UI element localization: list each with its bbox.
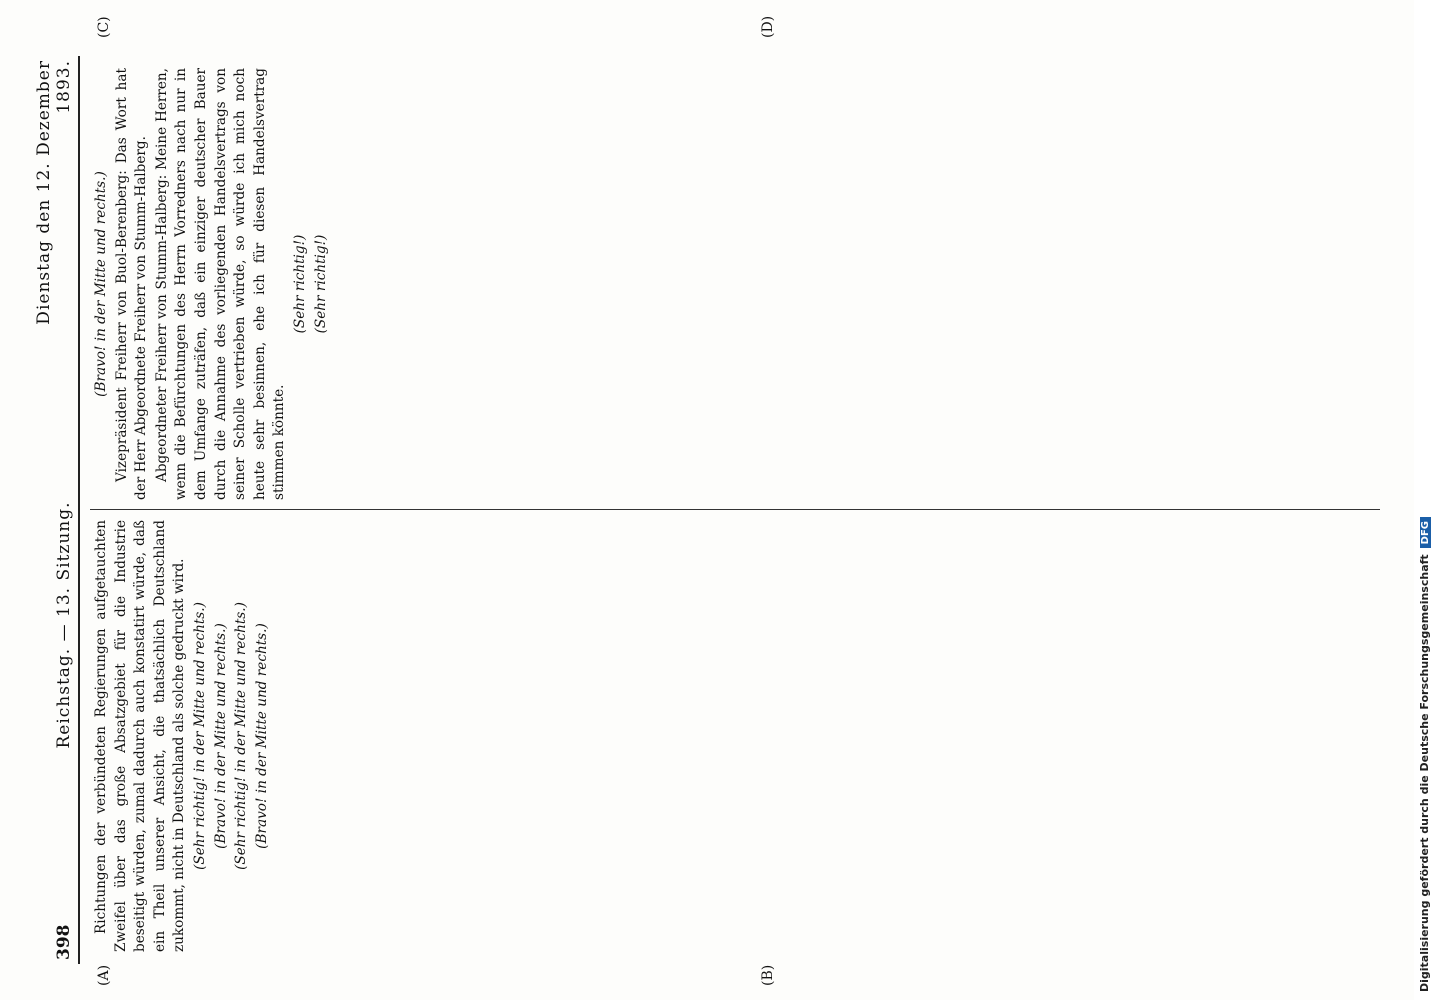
interjection: (Bravo! in der Mitte und rechts.) <box>253 623 270 849</box>
interjection: (Sehr richtig!) <box>312 234 329 334</box>
paragraph: Vizepräsident Freiherr von Buol-Berenberg: Das Wort hat der Herr Abgeordnete Freiherr von Stumm-Halberg. <box>113 68 150 500</box>
interjection: (Bravo! in der Mitte und rechts.) <box>212 623 229 849</box>
page-number: 398 <box>54 924 74 960</box>
interjection: (Sehr richtig! in der Mitte und rechts.) <box>233 602 250 870</box>
interjection: (Bravo! in der Mitte und rechts.) <box>93 171 109 397</box>
header-date: Dienstag den 12. Dezember 1893. <box>34 60 74 325</box>
digitization-credit <box>1418 517 1431 992</box>
paragraph: Abgeordneter Freiherr von Stumm-Halberg: Meine Herren, wenn die Befürchtungen des Herrn Vorredners nach nur in dem Umfange zuträfen, daß ein einziger deutscher Bauer durch die Annahme des vorliegenden Handelsvertrags von seiner Scholle vertrieben würde, so würde ich mich noch heute sehr besinnen, ehe ich für diesen Handelsvertrag stimmen könnte. <box>153 68 288 500</box>
margin-marker-b: (B) <box>760 964 776 986</box>
credit-text: Digitalisierung gefördert durch die Deutsche Forschungsgemeinschaft <box>1418 554 1431 992</box>
margin-marker-a: (A) <box>96 964 112 986</box>
header-title: Reichstag. — 13. Sitzung. <box>54 501 74 749</box>
margin-marker-c: (C) <box>96 16 112 38</box>
interjection: (Sehr richtig!) <box>291 234 308 334</box>
paragraph: Richtungen der verbündeten Regierungen aufgetauchten Zweifel über das große Absatzgebiet für die Industrie beseitigt würden, zumal dadurch auch konstatirt würde, daß ein Theil unserer Ansicht, die thatsächlich Deutschland zukommt, nicht in Deutschland als solche gedruckt wird. <box>93 520 188 952</box>
interjection: (Sehr richtig! in der Mitte und rechts.) <box>191 602 208 870</box>
column-divider <box>90 509 1380 510</box>
running-header <box>34 60 74 960</box>
header-rule <box>78 56 80 964</box>
dfg-logo: DFG <box>1420 517 1431 548</box>
margin-marker-d: (D) <box>760 15 776 38</box>
left-column <box>92 520 273 952</box>
right-column <box>92 68 332 500</box>
